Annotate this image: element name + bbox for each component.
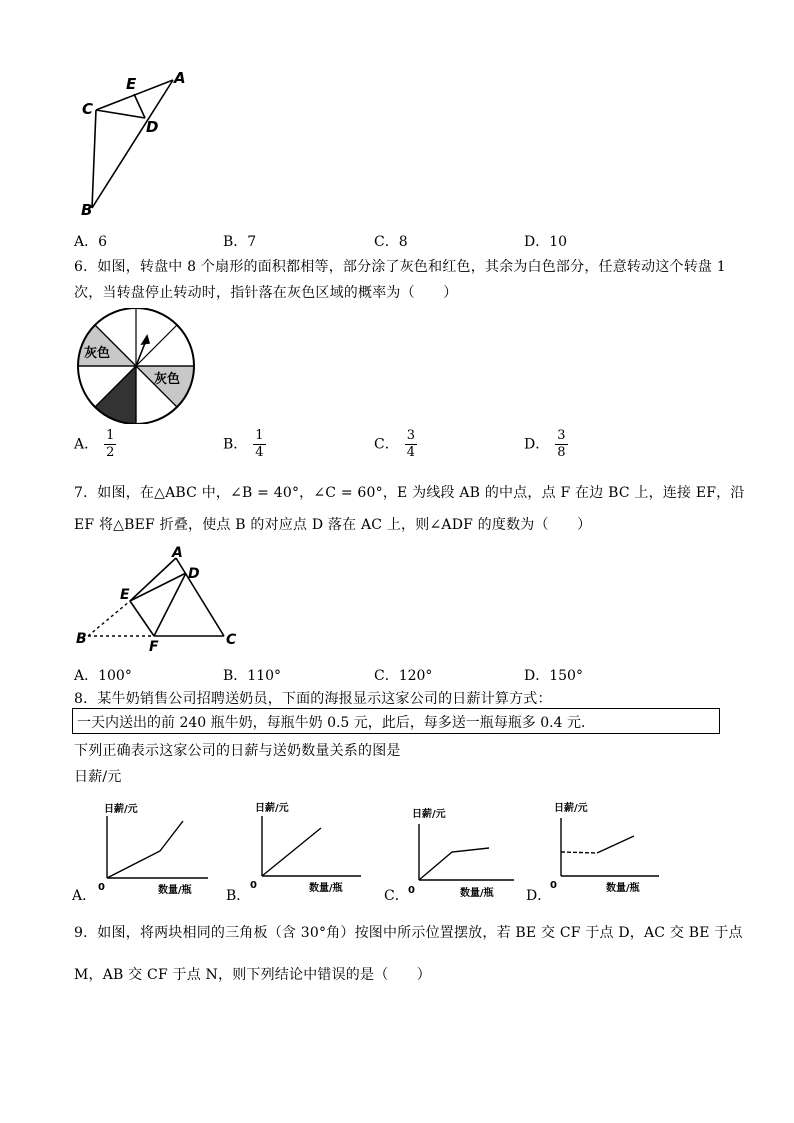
q7-option-c: C．120° [374,668,433,684]
q8-graph-c-xlabel: 数量/瓶 [460,888,494,899]
q5-label-D: D [146,118,159,136]
q5-label-C: C [82,100,94,118]
q8-graph-b-letter: B． [226,888,251,904]
q8-axis-caption: 日薪/元 [74,769,122,785]
q8-graph-b-ylabel: 日薪/元 [255,803,289,814]
q6-stem-line1: 6．如图，转盘中 8 个扇形的面积都相等，部分涂了灰色和红色，其余为白色部分，任意转动这个转盘 1 [74,259,726,275]
q7-label-D: D [188,566,200,582]
q8-poster-box [72,708,720,734]
q6-option-b: B． $\frac{1}{4}$ [223,428,264,460]
q8-graph-d-origin: 0 [550,880,557,891]
q7-label-C: C [226,632,237,648]
q6-option-d: D． $\frac{3}{8}$ [524,428,566,460]
q5-option-c: C．8 [374,234,408,250]
q5-option-a: A．6 [74,234,108,250]
q6-stem-line2: 次，当转盘停止转动时，指针落在灰色区域的概率为（ ） [74,285,458,301]
q5-option-b: B．7 [223,234,257,250]
q7-stem-line2: EF 将△BEF 折叠，使点 B 的对应点 D 落在 AC 上，则∠ADF 的度数为（ ） [74,517,592,533]
q5-label-A: A [174,69,186,87]
q7-label-F: F [149,639,159,654]
q9-stem-line1: 9．如图，将两块相同的三角板（含 30°角）按图中所示位置摆放，若 BE 交 CF 于点 D，AC 交 BE 于点 [74,925,743,941]
q8-graph-c-origin: 0 [408,885,415,896]
q8-stem: 8．某牛奶销售公司招聘送奶员，下面的海报显示这家公司的日薪计算方式： [74,691,552,707]
q7-option-d: D．150° [524,668,583,684]
q8-graph-d [544,798,664,898]
q6-spinner-figure [74,308,198,424]
q6-option-a: A． $\frac{1}{2}$ [74,428,115,460]
q8-graph-a-origin: 0 [98,882,105,893]
q8-question: 下列正确表示这家公司的日薪与送奶数量关系的图是 [74,743,401,759]
q8-graph-d-xlabel: 数量/瓶 [606,883,640,894]
q5-label-E: E [126,75,137,93]
q8-graph-b [245,798,365,898]
q6-spinner-label-gray-2: 灰色 [154,372,181,387]
q8-graph-c-letter: C． [384,888,409,904]
q7-option-a: A．100° [74,668,132,684]
q7-stem-line1: 7．如图，在△ABC 中，∠B = 40°，∠C = 60°，E 为线段 AB 的中点，点 F 在边 BC 上，连接 EF，沿 [74,485,745,501]
q8-graph-d-letter: D． [526,888,552,904]
q7-fold-figure [72,544,242,654]
q7-label-E: E [120,587,130,603]
q8-graph-a-ylabel: 日薪/元 [104,804,138,815]
q8-graph-b-origin: 0 [250,880,257,891]
q7-label-A: A [172,545,183,561]
q8-graph-a-letter: A． [72,888,97,904]
q5-label-B: B [81,201,93,219]
q8-graph-d-ylabel: 日薪/元 [554,803,588,814]
q6-spinner-label-gray-1: 灰色 [84,346,111,361]
q8-graph-c [402,800,522,900]
q7-option-b: B．110° [223,668,282,684]
q8-poster-text: 一天内送出的前 240 瓶牛奶，每瓶牛奶 0.5 元，此后，每多送一瓶每瓶多 0.4 元． [77,715,595,731]
q8-graph-b-xlabel: 数量/瓶 [309,883,343,894]
q8-graph-c-ylabel: 日薪/元 [412,809,446,820]
q8-graph-a-xlabel: 数量/瓶 [158,885,192,896]
q5-triangle-figure [78,68,198,223]
q6-option-c: C． $\frac{3}{4}$ [374,428,415,460]
q5-option-d: D．10 [524,234,568,250]
q9-stem-line2: M，AB 交 CF 于点 N，则下列结论中错误的是（ ） [74,967,432,983]
q8-graph-a [90,798,210,898]
q7-label-B: B [76,631,87,647]
